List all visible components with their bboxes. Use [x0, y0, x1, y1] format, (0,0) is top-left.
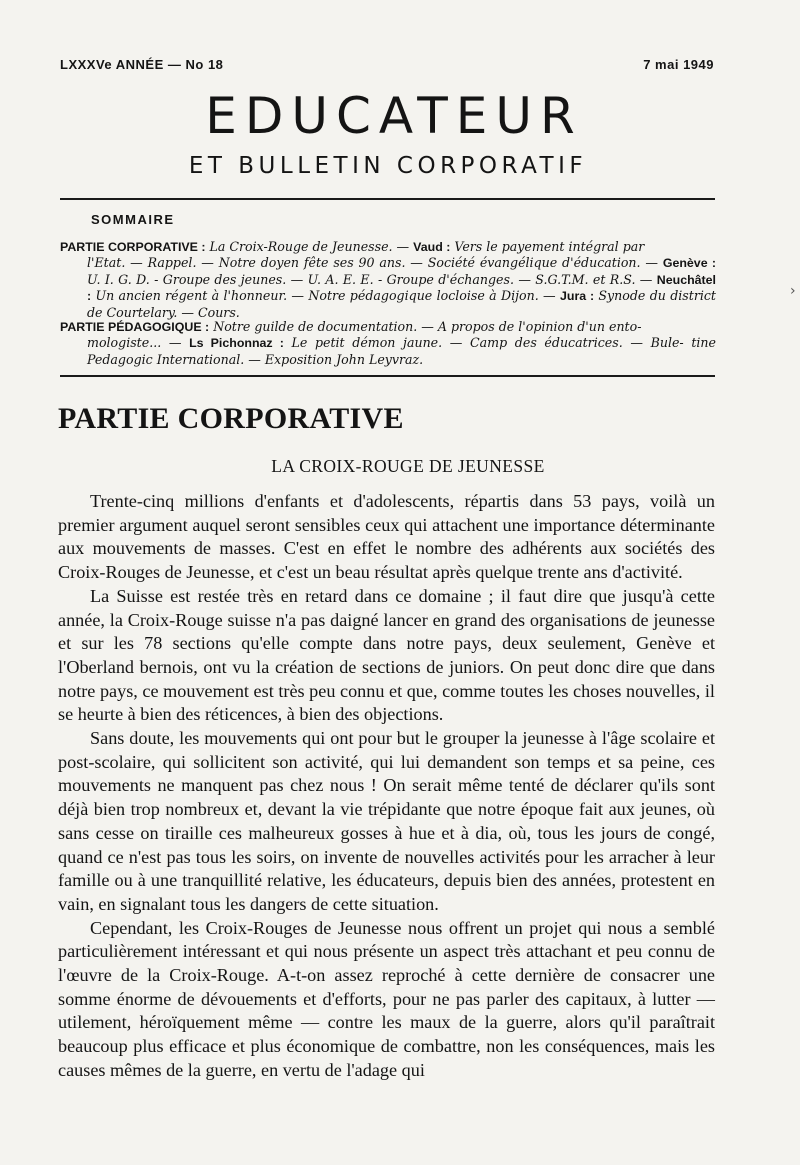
toc-region-vaud: Vaud : [413, 240, 451, 254]
article-title: LA CROIX-ROUGE DE JEUNESSE [271, 456, 545, 476]
toc-region-geneve: Genève : [662, 256, 716, 271]
toc-text: mologiste... — [87, 335, 182, 351]
toc-pedagogique [60, 319, 716, 367]
issue-number: LXXXVe ANNÉE — No 18 [60, 57, 224, 72]
toc-region-neuchatel: Neuchâtel : [87, 272, 716, 304]
toc-text: Dijon. — [501, 288, 556, 304]
paragraph: Sans doute, les mouvements qui ont pour but le grouper la jeunesse à l'âge scolaire et post-scolaire, qui sollicitent son activité, qui lui demandent son temps et sa peine, ces mouvements ne manquent pas chez nous ! On serait même tenté de déclarer qu'ils sont déjà bien trop nombreux et, devant la vie trépidante que notre époque fait aux jeunes, où sans cesse on tiraille ces malheureux gosses à hue et à dia, où, tous les jours de congé, quand ce n'est pas tous les soirs, on invente de nouvelles activités pour les arracher à leur famille ou à une tranquillité relative, les éducateurs, depuis bien des années, protestent en vain, en signalant tous les dangers de cette situation. [58, 728, 715, 914]
paragraph: Trente-cinq millions d'enfants et d'adolescents, répartis dans 53 pays, voilà un premier argument auquel seront sensibles ceux qui attachent une importance déterminante aux mouvements de masses. C'est en effet le nombre des adhérents aux sociétés des Croix-Rouges de Jeunesse, et c'est un beau résultat après quelque trente ans d'activité. [58, 491, 715, 583]
article-body [58, 490, 715, 1083]
toc-text: l'Etat. — Rappel. — Notre doyen fête ses 90 ans. — Société évangélique d'éducation. — [87, 255, 658, 271]
bottom-divider [60, 375, 715, 377]
paragraph: La Suisse est restée très en retard dans ce domaine ; il faut dire que jusqu'à cette année, la Croix-Rouge suisse n'a pas daigné lancer en grand des organisations de jeunesse et sur les 78 sections qu'elle compte dans notre pays, deux seulement, Genève et l'Oberland bernois, ont vu la création de sections de juniors. On peut donc dire que dans notre pays, ce mouvement est très peu connu et que, comme toutes les choses nouvelles, il se heurte à bien des réticences, à bien des objections. [58, 585, 715, 725]
toc-corporative [60, 239, 716, 320]
journal-subtitle: ET BULLETIN CORPORATIF [188, 153, 588, 179]
toc-text: Synode du district de Courtelary. — Cours. [87, 288, 716, 320]
issue-date: 7 mai 1949 [643, 57, 714, 72]
paragraph: Cependant, les Croix-Rouges de Jeunesse nous offrent un projet qui nous a semblé particulièrement intéressant et qui nous présente un aspect très attachant et peu connu de l'œuvre de la Croix-Rouge. A-t-on assez reproché à cette dernière de consacrer une somme énorme de dévouements et d'efforts, pour ne pas parler des capitaux, à lutter — utilement, héroïquement même — contre les maux de la guerre, alors qu'il paraîtrait beaucoup plus efficace et plus économique de combattre, non les conséquences, mais les causes mêmes de la guerre, en vertu de l'adage qui [58, 917, 715, 1080]
toc-text: La Croix-Rouge de Jeunesse. — [209, 239, 410, 254]
toc-text: U. I. G. D. - Groupe des jeunes. — U. A. E. E. - Groupe d'échanges. — S.G.T.M. [87, 271, 589, 287]
section-heading: PARTIE CORPORATIVE [58, 402, 404, 435]
toc-region-jura: Jura : [560, 289, 595, 304]
toc-text: et R.S. — [592, 271, 653, 287]
margin-mark-icon: › [790, 283, 796, 299]
journal-title: EDUCATEUR [205, 87, 583, 145]
toc-corporative-label: PARTIE CORPORATIVE : [60, 240, 206, 254]
toc-author-pichonnaz: Ls Pichonnaz : [189, 336, 284, 351]
toc-text: Un ancien régent à l'honneur. — Notre pédagogique locloise à [95, 288, 497, 304]
toc-text: Notre guilde de documentation. — A propos de l'opinion d'un ento- [213, 319, 642, 334]
toc-pedagogique-label: PARTIE PÉDAGOGIQUE : [60, 320, 210, 334]
toc-text: tine Pedagogic International. — Exposition John Leyvraz. [87, 335, 716, 367]
sommaire-heading: SOMMAIRE [91, 212, 175, 227]
top-divider [60, 198, 715, 200]
toc-text: Vers le payement intégral par [454, 239, 645, 254]
toc-text: Le petit démon jaune. — Camp des éducatrices. — Bule- [291, 335, 684, 351]
